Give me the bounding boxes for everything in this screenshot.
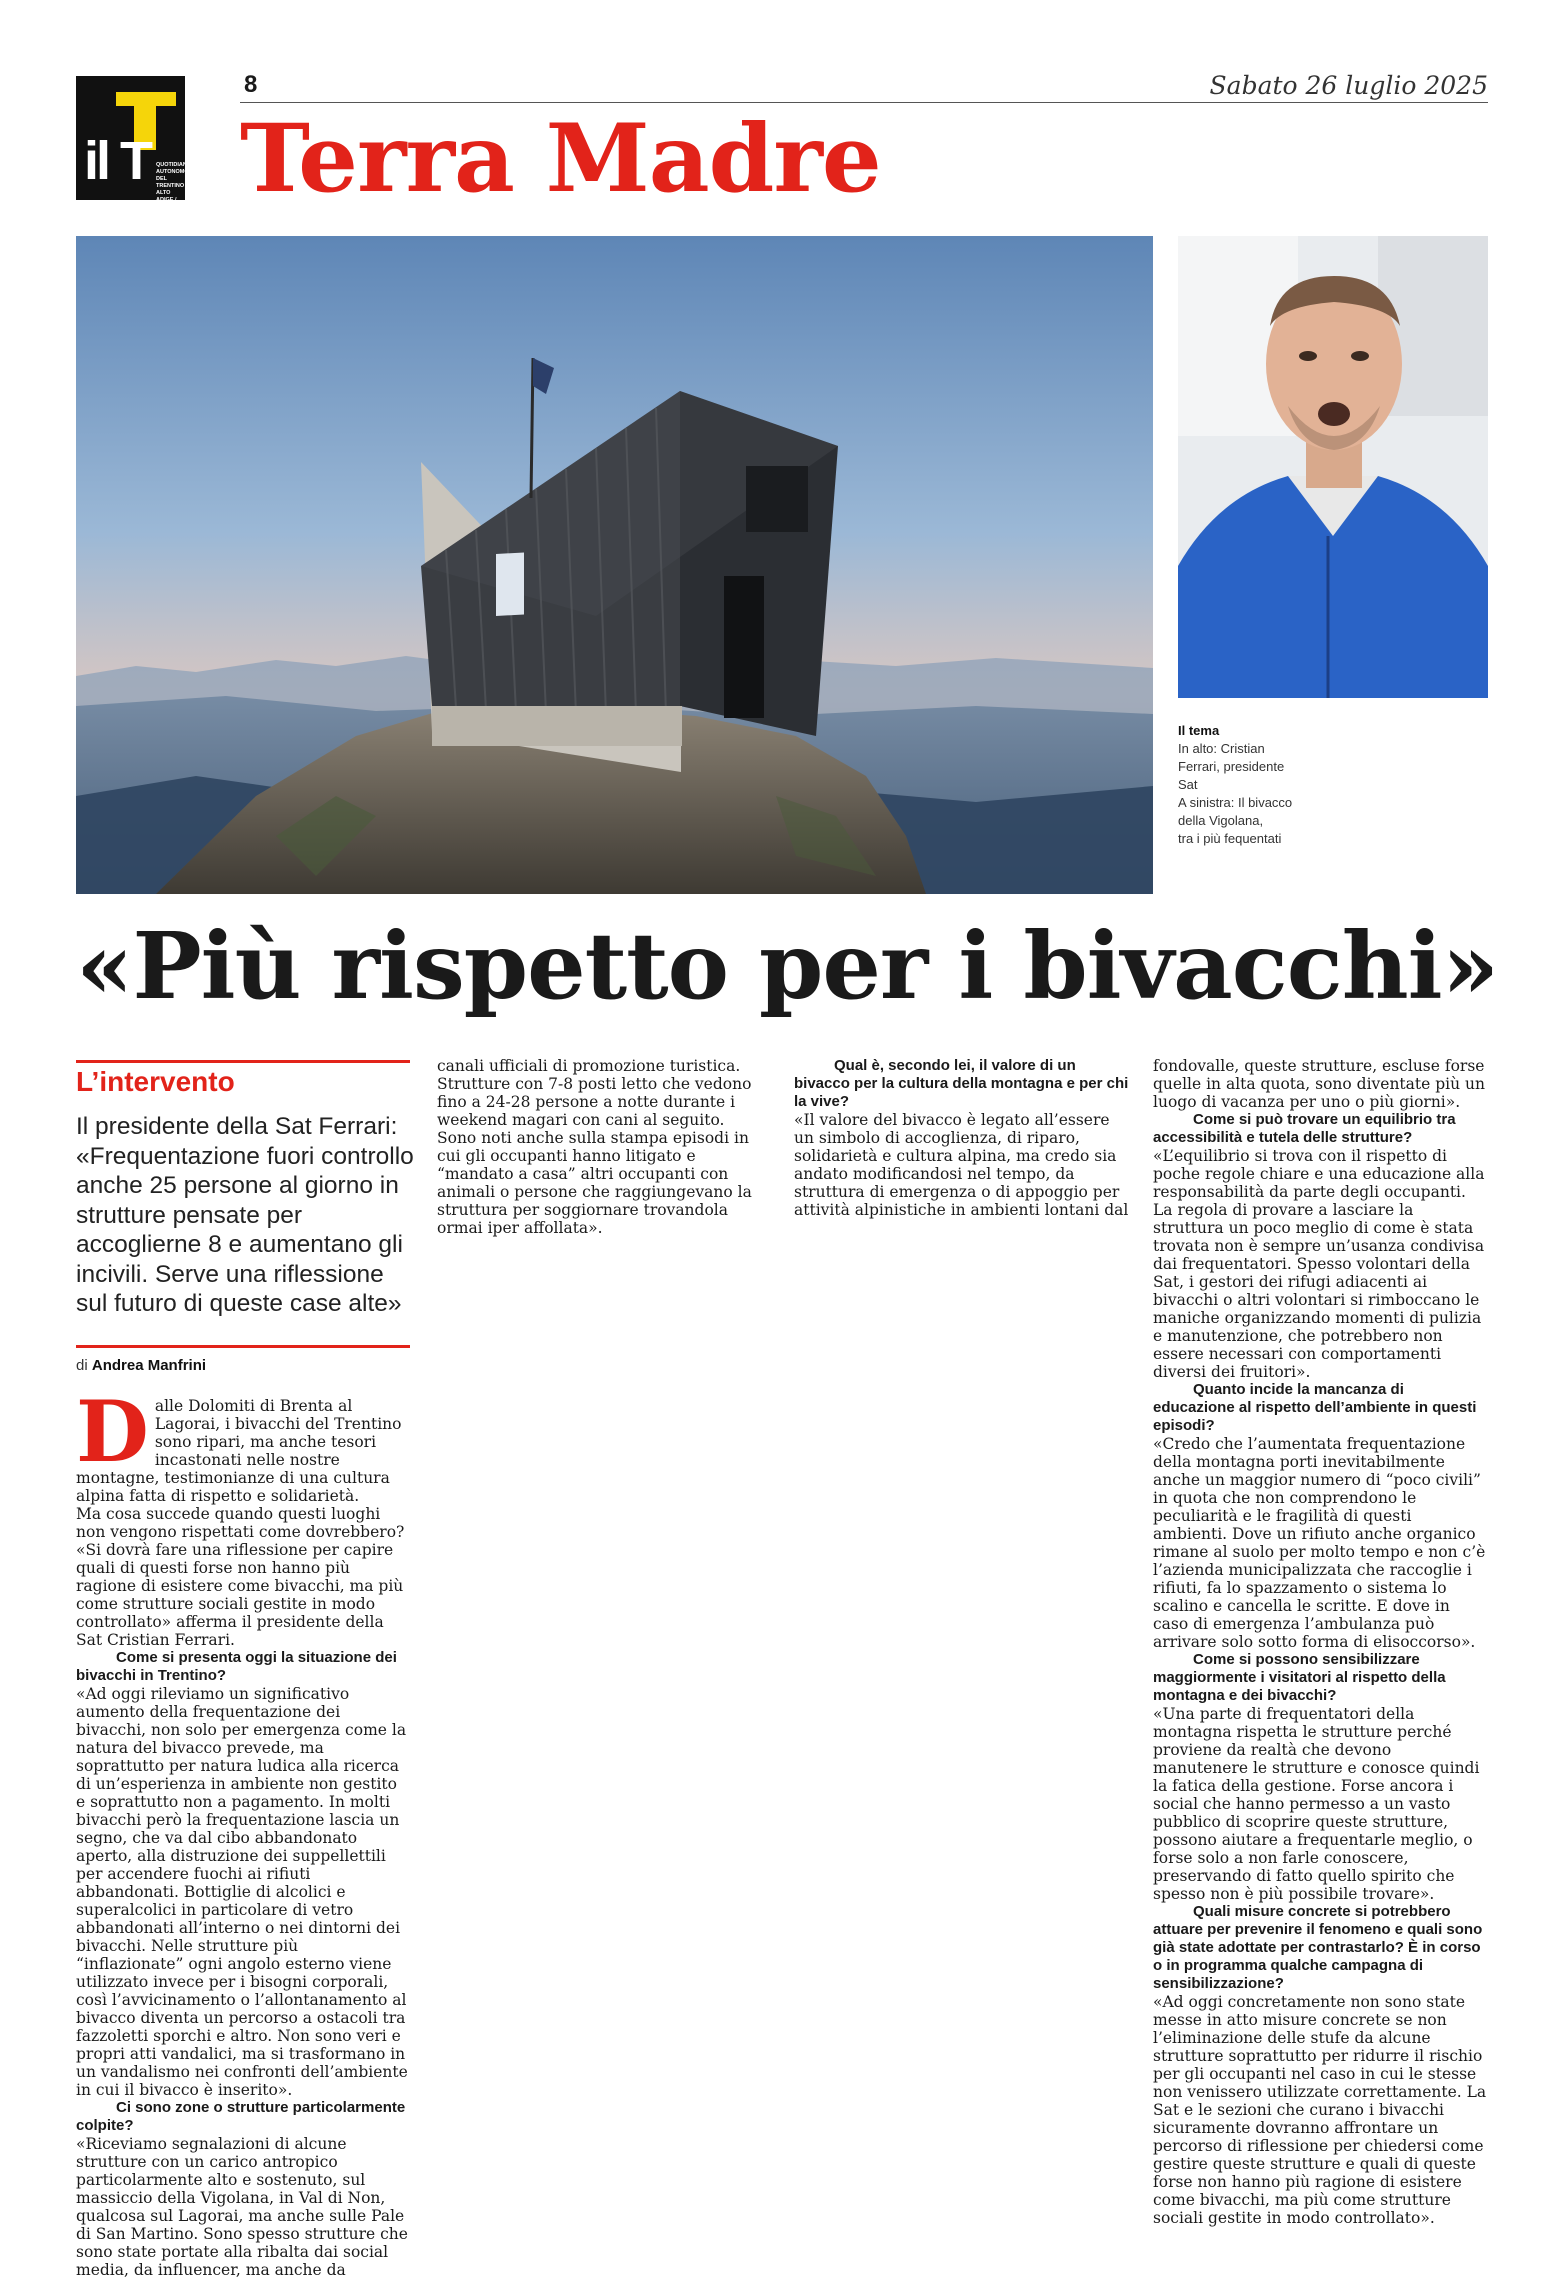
photo-caption bbox=[1178, 722, 1318, 848]
logo-tagline: QUOTIDIANO AUTONOMO DEL TRENTINO ALTO ADIGE / SÜDTIROL bbox=[156, 162, 192, 210]
article-column-2 bbox=[437, 1057, 762, 1237]
answer: «Riceviamo segnalazioni di alcune strutture con un carico antropico particolarmente alto e sostenuto, sul massiccio della Vigolana, in Val di Non, qualcosa sul Lagorai, ma anche sulle Pale di San Martino. Sono spesso strutture che sono state portate alla ribalta dai social media, da influencer, ma anche da bbox=[76, 2135, 408, 2279]
caption-line: In alto: Cristian bbox=[1178, 741, 1265, 756]
standfirst-rule bbox=[76, 1345, 410, 1348]
question: Qual è, secondo lei, il valore di un bivacco per la cultura della montagna e per chi la vive? bbox=[794, 1057, 1129, 1110]
caption-line: della Vigolana, bbox=[1178, 813, 1264, 828]
label-rule bbox=[76, 1060, 410, 1063]
answer: «Il valore del bivacco è legato all’essere un simbolo di accoglienza, di riparo, solidarietà e cultura alpina, ma credo sia andato modificandosi nel tempo, da struttura di emergenza o di appoggio per attività alpinistiche in ambienti lontani dal bbox=[794, 1111, 1129, 1219]
article-column-4 bbox=[1153, 1057, 1488, 2227]
question: Come si presenta oggi la situazione dei bivacchi in Trentino? bbox=[76, 1649, 397, 1684]
newspaper-logo bbox=[76, 76, 192, 210]
standfirst: Il presidente della Sat Ferrari: «Frequentazione fuori controllo anche 25 persone al giorno in strutture pensate per accoglierne 8 e aumentano gli incivili. Serve una riflessione sul futuro di queste case alte» bbox=[76, 1113, 414, 1317]
paragraph: Ma cosa succede quando questi luoghi non vengono rispettati come dovrebbero? «Si dovrà fare una riflessione per capire quali di questi forse non hanno più ragione di esistere come bivacchi, ma più come strutture sociali gestite in modo controllato» afferma il presidente della Sat Cristian Ferrari. bbox=[76, 1505, 405, 1649]
portrait-photo bbox=[1178, 236, 1488, 698]
byline-prefix: di bbox=[76, 1357, 88, 1374]
issue-date: Sabato 26 luglio 2025 bbox=[1209, 71, 1488, 100]
paragraph: alle Dolomiti di Brenta al Lagorai, i bivacchi del Trentino sono ripari, ma anche tesori incastonati nelle nostre montagne, testimonianze di una cultura alpina fatta di rispetto e solidarietà. bbox=[76, 1397, 402, 1505]
article-column-3 bbox=[794, 1057, 1131, 1219]
caption-line: Sat bbox=[1178, 777, 1198, 792]
section-title: Terra Madre bbox=[240, 104, 881, 214]
answer: «Ad oggi rileviamo un significativo aumento della frequentazione dei bivacchi, non solo per emergenza come la natura del bivacco prevede, ma soprattutto per natura ludica alla ricerca di un’esperienza in ambiente non gestito e soprattutto non a pagamento. In molti bivacchi però la frequentazione lascia un segno, che va dal cibo abbandonato aperto, alla distruzione dei suppellettili per accendere fuochi ai rifiuti abbandonati. Bottiglie di alcolici e superalcolici in particolare di vetro abbandonati all’interno o nei dintorni dei bivacchi. Nelle strutture più “inflazionate” ogni angolo esterno viene utilizzato invece per i bisogni corporali, così l’avvicinamento o l’allontanamento al bivacco diventa un percorso a ostacoli tra fazzoletti sporchi e altro. Non sono veri e propri atti vandalici, ma si trasformano in un vandalismo nei confronti dell’ambiente in cui il bivacco è inserito». bbox=[76, 1685, 408, 2099]
bivouac-illustration bbox=[76, 236, 1153, 894]
article-column-1 bbox=[76, 1382, 410, 2279]
question: Come si possono sensibilizzare maggiormente i visitatori al rispetto della montagna e dei bivacchi? bbox=[1153, 1651, 1446, 1704]
portrait-illustration bbox=[1178, 236, 1488, 698]
question: Come si può trovare un equilibrio tra accessibilità e tutela delle strutture? bbox=[1153, 1111, 1456, 1146]
answer: canali ufficiali di promozione turistica. Strutture con 7-8 posti letto che vedono fino a 24-28 persone a notte durante i weekend magari con cani al seguito. Sono noti anche sulla stampa episodi in cui gli occupanti hanno litigato e “mandato a casa” altri occupanti con animali o persone che raggiungevano la struttura per soggiornare trovandola ormai iper affollata». bbox=[437, 1057, 752, 1237]
question: Quali misure concrete si potrebbero attuare per prevenire il fenomeno e quali sono già state adottate per contrastarlo? È in corso o in programma qualche campagna di sensibilizzazione? bbox=[1153, 1903, 1483, 1992]
caption-title: Il tema bbox=[1178, 723, 1220, 738]
article-label: L’intervento bbox=[76, 1066, 235, 1097]
caption-line: tra i più fequentati bbox=[1178, 831, 1282, 846]
caption-line: Ferrari, presidente bbox=[1178, 759, 1285, 774]
page-number: 8 bbox=[244, 71, 258, 98]
logo-text: il T bbox=[84, 131, 150, 191]
caption-line: A sinistra: Il bivacco bbox=[1178, 795, 1293, 810]
header-rule bbox=[240, 102, 1488, 103]
drop-cap: D bbox=[76, 1382, 149, 1481]
question: Ci sono zone o strutture particolarmente colpite? bbox=[76, 2099, 406, 2134]
answer: «Credo che l’aumentata frequentazione della montagna porti inevitabilmente anche un maggior numero di “poco civili” in quota che non comprendono le peculiarità e le fragilità di questi ambienti. Dove un rifiuto anche organico rimane al suolo per molto tempo e non c’è l’azienda municipalizzata che raccoglie i rifiuti, fa lo spazzamento o sistema lo scalino e cancella le scritte. E dove in caso di emergenza l’ambulanza può arrivare solo sotto forma di elisoccorso». bbox=[1153, 1435, 1486, 1651]
article-headline: «Più rispetto per i bivacchi» bbox=[76, 912, 1499, 1020]
answer: «L’equilibrio si trova con il rispetto di poche regole chiare e una educazione alla responsabilità da parte degli occupanti. La regola di provare a lasciare la struttura un poco meglio di come è stata trovata non è sempre un’usanza condivisa dai frequentatori. Spesso volontari della Sat, i gestori dei rifugi adiacenti ai bivacchi o altri volontari si rimboccano le maniche organizzando momenti di pulizia e manutenzione, che potrebbero non essere necessari con comportamenti diversi dei fruitori». bbox=[1153, 1147, 1485, 1381]
answer: fondovalle, queste strutture, escluse forse quelle in alta quota, sono diventate più un luogo di vacanza per uno o più giorni». bbox=[1153, 1057, 1485, 1111]
byline bbox=[76, 1357, 206, 1374]
bivouac-photo bbox=[76, 236, 1153, 894]
answer: «Ad oggi concretamente non sono state messe in atto misure concrete se non l’eliminazione delle stufe da alcune strutture soprattutto per ridurre il rischio per gli occupanti nel caso in cui le stesse non venissero utilizzate correttamente. La Sat e le sezioni che curano i bivacchi sicuramente dovranno affrontare un percorso di riflessione per chiedersi come gestire queste strutture e quali di queste forse non hanno più ragione di esistere come bivacchi, ma più come strutture sociali gestite in modo controllato». bbox=[1153, 1993, 1487, 2227]
byline-author: Andrea Manfrini bbox=[91, 1357, 207, 1374]
question: Quanto incide la mancanza di educazione al rispetto dell’ambiente in questi episodi? bbox=[1153, 1381, 1477, 1434]
answer: «Una parte di frequentatori della montagna rispetta le strutture perché proviene da realtà che devono manutenere le strutture e conosce quindi la fatica della gestione. Forse ancora i social che hanno permesso a un vasto pubblico di scoprire queste strutture, possono aiutare a frequentarle meglio, o forse solo a non farle conoscere, preservando di fatto quello spirito che spesso non è più possibile trovare». bbox=[1153, 1705, 1480, 1903]
